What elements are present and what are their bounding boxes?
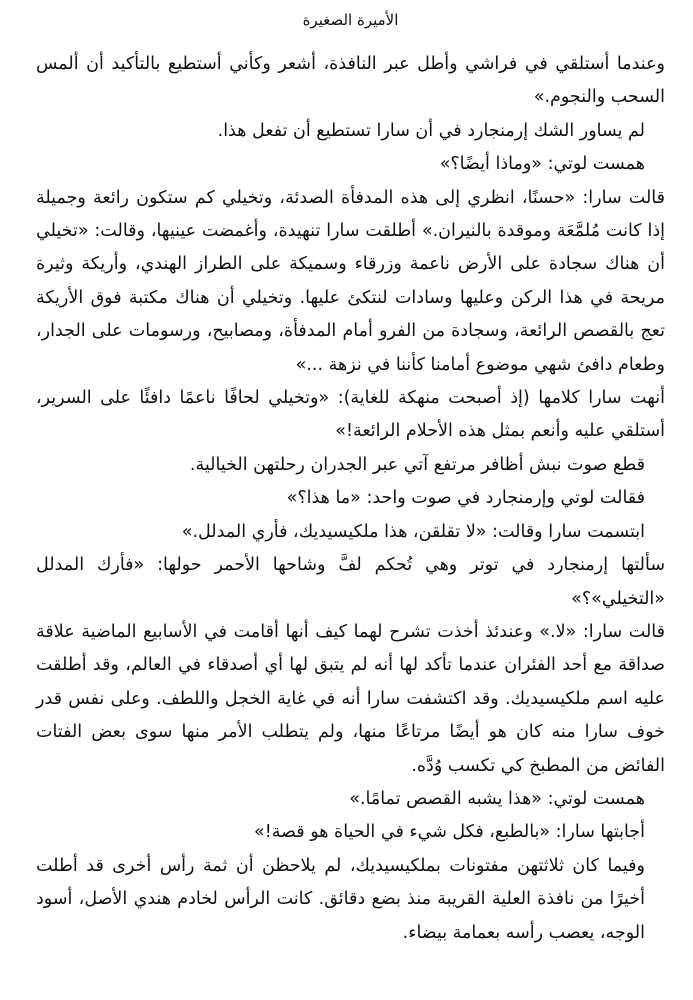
paragraph: فقالت لوتي وإرمنجارد في صوت واحد: «ما هذا؟» [286,488,645,509]
paragraph: لم يساور الشك إرمنجارد في أن سارا تستطيع أن تفعل هذا. [217,120,645,141]
paragraph: ابتسمت سارا وقالت: «لا تقلقن، هذا ملكيسيديك، فأري المدلل.» [181,521,645,542]
paragraph: وفيما كان ثلاثتهن مفتونات بملكيسيديك، لم يلاحظن أن ثمة رأس أخرى قد أطلت أخيرًا من نافذة العلية القريبة منذ بضع دقائق. كانت الرأس لخادم هندي الأصل، أسود الوجه، يعصب رأسه بعمامة بيضاء. [36,855,645,943]
paragraph: همست لوتي: «وماذا أيضًا؟» [439,154,645,175]
paragraph: همست لوتي: «هذا يشبه القصص تمامًا.» [349,788,645,809]
paragraph: قالت سارا: «لا.» وعندئذ أخذت تشرح لهما كيف أنها أقامت في الأسابيع الماضية علاقة صداقة مع أحد الفئران عندما تأكد لها أنه لم يتبق لها أي أصدقاء في العالم، وقد أطلقت عليه اسم ملكيسيديك. وقد اكتشفت سارا أنه في غاية الخجل واللطف. وعلى نفس قدر خوف سارا منه كان هو أيضًا مرتاعًا منها، ولم يتطلب الأمر منها سوى بعض الفتات الفائض من المطبخ كي تكسب وُدَّه. [36,621,665,776]
page-body [36,48,665,950]
paragraph: أجابتها سارا: «بالطبع، فكل شيء في الحياة هو قصة!» [253,822,645,843]
running-header: الأميرة الصغيرة [302,11,399,29]
paragraph: قطع صوت نبش أظافر مرتفع آتي عبر الجدران رحلتهن الخيالية. [189,454,645,475]
paragraph: أنهت سارا كلامها (إذ أصبحت منهكة للغاية): «وتخيلي لحافًا ناعمًا دافئًا على السرير، أستلقي عليه وأنعم بمثل هذه الأحلام الرائعة!» [36,388,665,442]
paragraph: قالت سارا: «حسنًا، انظري إلى هذه المدفأة الصدئة، وتخيلي كم ستكون رائعة وجميلة إذا كانت مُلمَّعَة وموقدة بالنيران.» أطلقت سارا تنهيدة، وأغمضت عينيها، وقالت: «تخيلي أن هناك سجادة على الأرض ناعمة وزرقاء وسميكة على الطراز الهندي، وأريكة وثيرة مريحة في هذا الركن وعليها وسادات لنتكئ عليها. وتخيلي أن هناك مكتبة فوق الأريكة تعج بالقصص الرائعة، وسجادة من الفرو أمام المدفأة، ومصابيح، ورسومات على الجدار، وطعام دافئ شهي موضوع أمامنا كأننا في نزهة ...» [36,187,665,375]
paragraph: سألتها إرمنجارد في توتر وهي تُحكم لفَّ وشاحها الأحمر حولها: «فأرك المدلل «التخيلي»؟» [36,555,665,609]
paragraph: وعندما أستلقي في فراشي وأطل عبر النافذة، أشعر وكأني أستطيع بالتأكيد أن ألمس السحب والنجوم.» [36,54,665,108]
